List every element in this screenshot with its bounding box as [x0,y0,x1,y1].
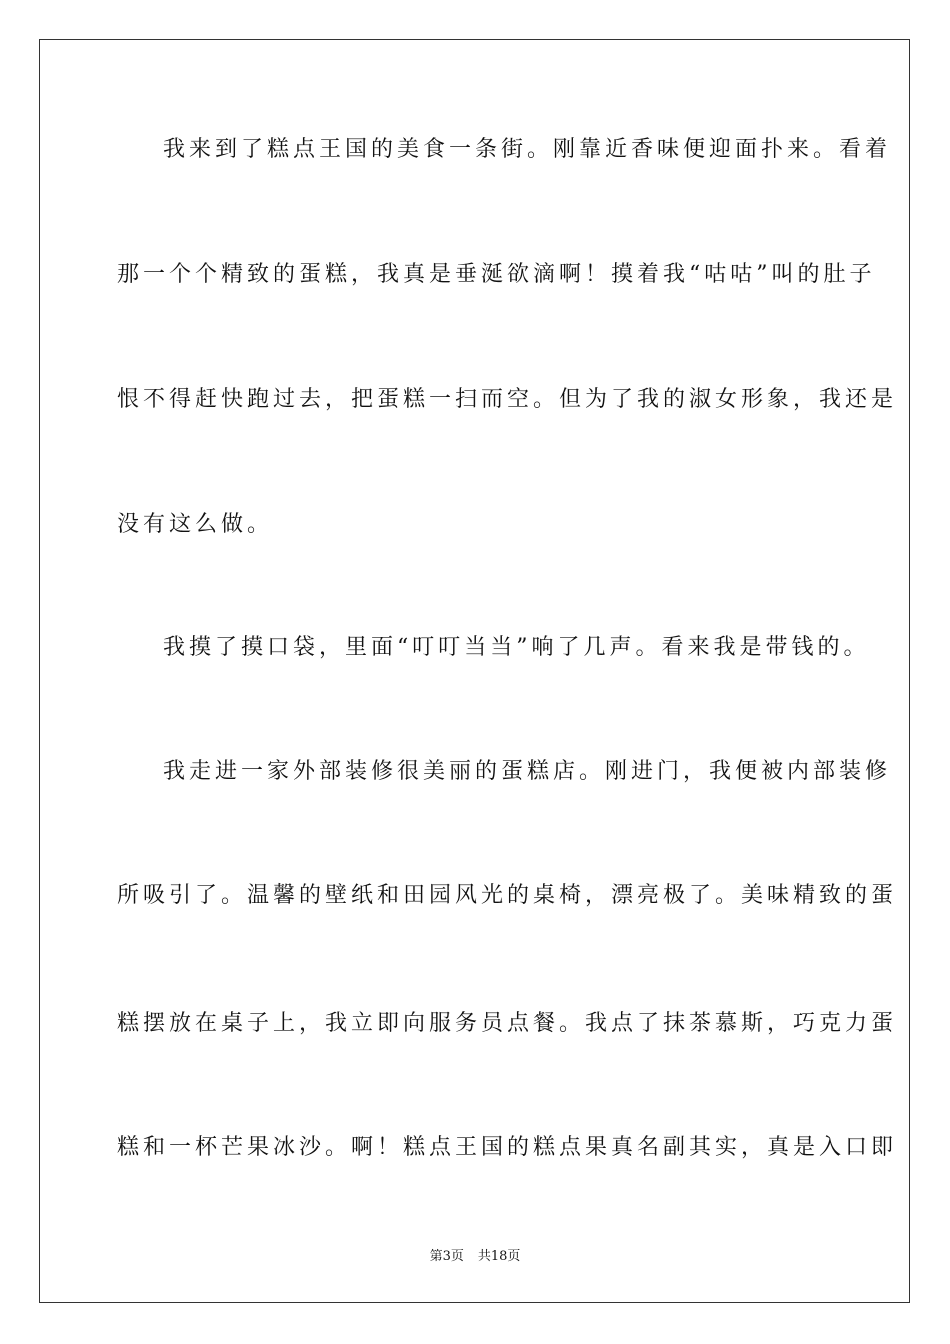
paragraph-line: 我走进一家外部装修很美丽的蛋糕店。刚进门，我便被内部装修 [163,759,892,784]
paragraph-line: 糕摆放在桌子上，我立即向服务员点餐。我点了抹茶慕斯，巧克力蛋 [117,1011,898,1036]
paragraph-line: 所吸引了。温馨的壁纸和田园风光的桌椅，漂亮极了。美味精致的蛋 [117,883,898,908]
paragraph-line: 恨不得赶快跑过去，把蛋糕一扫而空。但为了我的淑女形象，我还是 [117,387,898,412]
paragraph-line: 没有这么做。 [117,512,274,537]
page-border [39,39,910,1303]
paragraph-line: 我摸了摸口袋，里面“叮叮当当”响了几声。看来我是带钱的。 [163,635,870,660]
total-page-count: 共18页 [477,1249,521,1264]
paragraph-line: 我来到了糕点王国的美食一条街。刚靠近香味便迎面扑来。看着 [163,137,892,162]
page-footer [0,1248,950,1266]
paragraph-line: 糕和一杯芒果冰沙。啊！糕点王国的糕点果真名副其实，真是入口即 [117,1135,898,1160]
paragraph-line: 那一个个精致的蛋糕，我真是垂涎欲滴啊！摸着我“咕咕”叫的肚子 [117,262,876,287]
current-page-number: 第3页 [429,1249,464,1264]
